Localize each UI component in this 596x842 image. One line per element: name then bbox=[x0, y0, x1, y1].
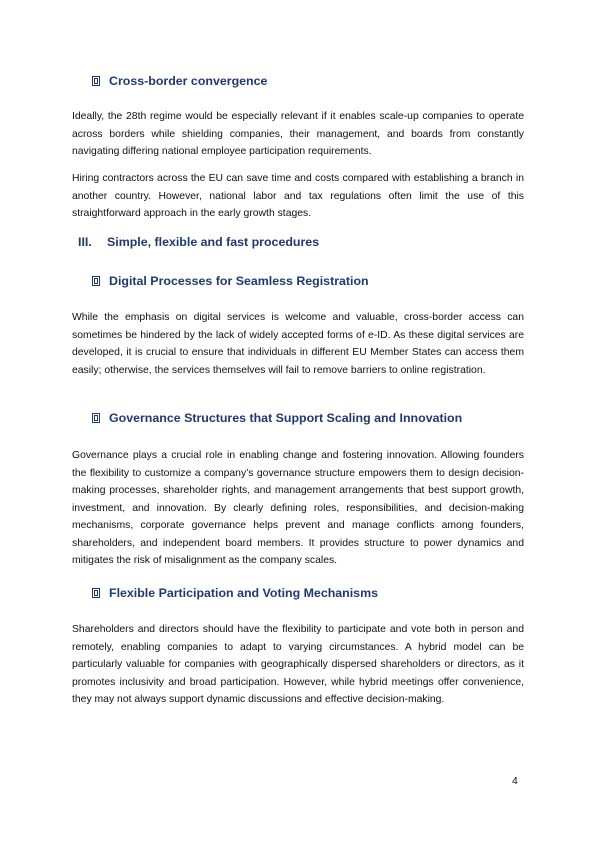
subheading-digital bbox=[92, 274, 369, 288]
subheading-governance bbox=[92, 411, 462, 425]
section-heading-iii bbox=[78, 235, 319, 249]
paragraph-digital: While the emphasis on digital services is welcome and valuable, cross-border access can sometimes be hindered by the lack of widely accepted forms of e-ID. As these digital services are developed, it is crucial to ensure that individuals in different EU Member States can access them easily; otherwise, the services themselves will fail to remove barriers to online registration. bbox=[72, 312, 524, 376]
section-number: III. bbox=[78, 235, 92, 249]
subheading-text: Cross-border convergence bbox=[109, 74, 268, 88]
paragraph-cross-border-1: Ideally, the 28th regime would be especially relevant if it enables scale-up companies to operate across borders while shielding companies, their management, and boards from constantly navigating differing national employee participation requirements. bbox=[72, 111, 524, 157]
paragraph-cross-border-2: Hiring contractors across the EU can save time and costs compared with establishing a branch in another country. However, national labor and tax regulations often limit the use of this straightforward approach in the early growth stages. bbox=[72, 173, 524, 219]
subheading-voting bbox=[92, 586, 378, 600]
bullet-box-icon bbox=[92, 76, 100, 86]
paragraph-governance: Governance plays a crucial role in enabling change and fostering innovation. Allowing founders the flexibility to customize a company’s governance structure empowers them to design decision-making processes, shareholder rights, and management arrangements that best support growth, investment, and innovation. By clearly defining roles, responsibilities, and decision-making mechanisms, corporate governance helps prevent and manage conflicts among founders, shareholders, and independent board members. It provides structure to power dynamics and mitigates the risk of misalignment as the company scales. bbox=[72, 450, 524, 566]
bullet-box-icon bbox=[92, 276, 100, 286]
page-number: 4 bbox=[512, 776, 518, 787]
section-title: Simple, flexible and fast procedures bbox=[107, 235, 320, 249]
subheading-text: Flexible Participation and Voting Mechanisms bbox=[109, 586, 378, 600]
bullet-box-icon bbox=[92, 413, 100, 423]
subheading-text: Governance Structures that Support Scaling and Innovation bbox=[109, 411, 463, 425]
subheading-cross-border bbox=[92, 74, 267, 88]
subheading-text: Digital Processes for Seamless Registration bbox=[109, 274, 369, 288]
bullet-box-icon bbox=[92, 588, 100, 598]
paragraph-voting: Shareholders and directors should have the flexibility to participate and vote both in person and remotely, enabling companies to adapt to varying circumstances. A hybrid model can be particularly valuable for companies with geographically dispersed shareholders or directors, as it promotes inclusivity and broad participation. However, while hybrid meetings offer convenience, they may not always support dynamic discussions and effective decision-making. bbox=[72, 624, 524, 705]
